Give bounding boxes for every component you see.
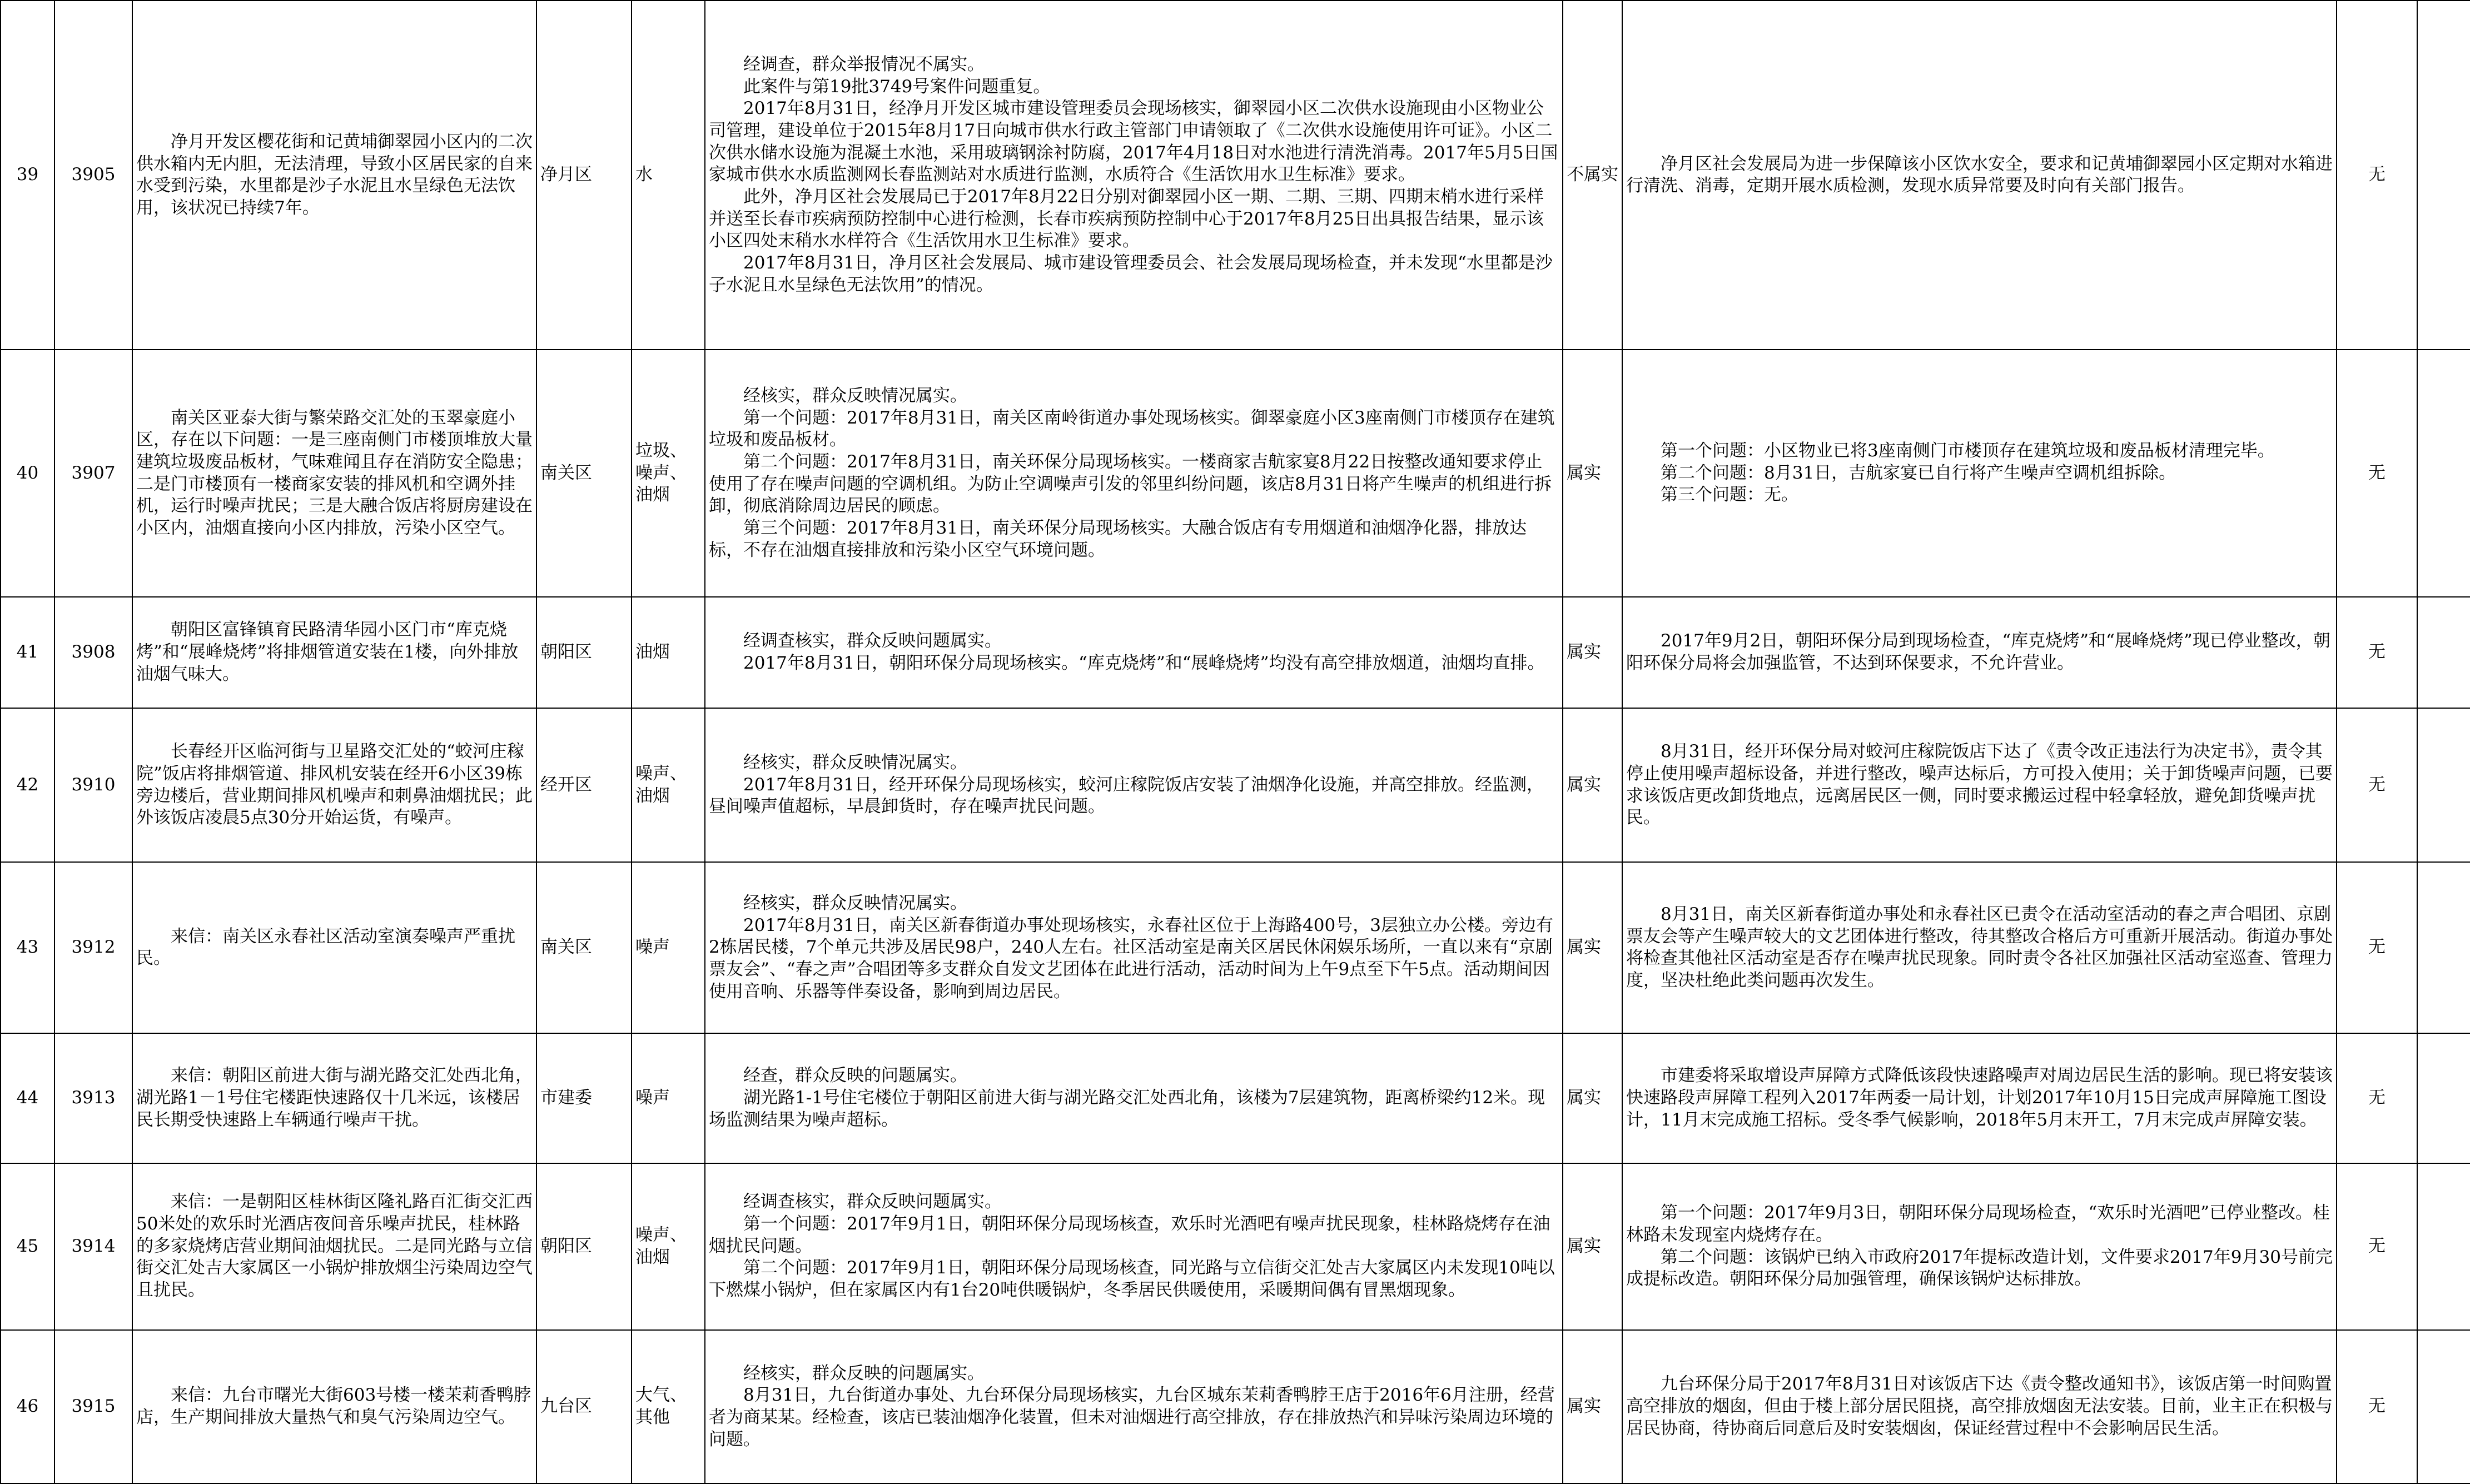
pollution-type-cell: 垃圾、噪声、油烟 (632, 350, 705, 596)
actions-cell-paragraph: 2017年9月2日，朝阳环保分局到现场检查，“库克烧烤”和“展峰烧烤”现已停业整改，朝阳环保分局将会加强监管，不达到环保要求，不允许营业。 (1626, 631, 2330, 673)
findings-cell-paragraph: 第一个问题：2017年9月1日，朝阳环保分局现场核查，欢乐时光酒吧有噪声扰民现象，桂林路烧烤存在油烟扰民问题。 (709, 1214, 1550, 1256)
row-seq-cell: 42 (1, 708, 54, 862)
case-number-cell: 3908 (54, 597, 132, 708)
complaint-cell (132, 1330, 536, 1483)
complaint-text: 来信：一是朝阳区桂林街区隆礼路百汇街交汇西50米处的欢乐时光酒店夜间音乐噪声扰民，桂林路的多家烧烤店营业期间油烟扰民。二是同光路与立信街交汇处吉大家属区一小锅炉排放烟尘污染周边空气且扰民。 (136, 1192, 533, 1301)
complaint-text: 南关区亚泰大街与繁荣路交汇处的玉翠豪庭小区，存在以下问题：一是三座南侧门市楼顶堆放大量建筑垃圾废品板材，气味难闻且存在消防安全隐患；二是门市楼顶有一楼商家安装的排风机和空调外挂机，运行时噪声扰民；三是大融合饭店将厨房建设在小区内，油烟直接向小区内排放，污染小区空气。 (136, 407, 533, 538)
remark-cell (2417, 1330, 2470, 1483)
findings-cell-paragraph: 湖光路1-1号住宅楼位于朝阳区前进大街与湖光路交汇处西北角，该楼为7层建筑物，距离桥梁约12米。现场监测结果为噪声超标。 (709, 1088, 1545, 1130)
row-seq-cell: 41 (1, 597, 54, 708)
actions-cell-paragraph: 第二个问题：8月31日，吉航家宴已自行将产生噪声空调机组拆除。 (1661, 462, 2176, 483)
accountability-cell: 无 (2337, 1, 2417, 350)
row-seq-cell: 40 (1, 350, 54, 596)
accountability-cell: 无 (2337, 1163, 2417, 1330)
findings-cell-paragraph: 2017年8月31日，南关区新春街道办事处现场核实，永春社区位于上海路400号，3层独立办公楼。旁边有2栋居民楼，7个单元共涉及居民98户，240人左右。社区活动室是南关区居民休闲娱乐场所，一直以来有“京剧票友会”、“春之声”合唱团等多支群众自发文艺团体在此进行活动，活动时间为上午9点至下午5点。活动期间因使用音响、乐器等伴奏设备，影响到周边居民。 (709, 915, 1553, 1002)
findings-cell (705, 1, 1563, 350)
actions-cell (1622, 862, 2337, 1033)
table-row (1, 1330, 2470, 1483)
complaint-cell (132, 708, 536, 862)
pollution-type-cell: 油烟 (632, 597, 705, 708)
district-cell: 南关区 (536, 350, 632, 596)
actions-cell (1622, 597, 2337, 708)
row-seq-cell: 39 (1, 1, 54, 350)
complaint-cell (132, 1033, 536, 1163)
verdict-cell: 属实 (1563, 708, 1622, 862)
district-cell: 朝阳区 (536, 1163, 632, 1330)
complaint-cell (132, 1, 536, 350)
remark-cell (2417, 862, 2470, 1033)
findings-cell (705, 708, 1563, 862)
findings-cell-paragraph: 经调查核实，群众反映问题属实。 (743, 631, 1002, 651)
table-row (1, 1033, 2470, 1163)
verdict-cell: 属实 (1563, 1330, 1622, 1483)
actions-cell (1622, 708, 2337, 862)
actions-cell-paragraph: 8月31日，南关区新春街道办事处和永春社区已责令在活动室活动的春之声合唱团、京剧票友会等产生噪声较大的文艺团体进行整改，待其整改合格后方可重新开展活动。街道办事处将检查其他社区活动室是否存在噪声扰民现象。同时责令各社区加强社区活动室巡查、管理力度，坚决杜绝此类问题再次发生。 (1626, 904, 2333, 990)
actions-cell-paragraph: 第一个问题：2017年9月3日，朝阳环保分局现场检查，“欢乐时光酒吧”已停业整改。桂林路未发现室内烧烤存在。 (1626, 1203, 2330, 1245)
actions-cell-paragraph: 市建委将采取增设声屏障方式降低该段快速路噪声对周边居民生活的影响。现已将安装该快速路段声屏障工程列入2017年两委一局计划，计划2017年10月15日完成声屏障施工图设计，11月末完成施工招标。受冬季气候影响，2018年5月末开工，7月末完成声屏障安装。 (1626, 1065, 2333, 1130)
case-number-cell: 3914 (54, 1163, 132, 1330)
findings-cell-paragraph: 此案件与第19批3749号案件问题重复。 (743, 76, 1051, 97)
actions-cell (1622, 1033, 2337, 1163)
findings-cell-paragraph: 经查，群众反映的问题属实。 (743, 1065, 967, 1086)
verdict-cell: 属实 (1563, 862, 1622, 1033)
findings-cell-paragraph: 经核实，群众反映情况属实。 (743, 385, 967, 406)
actions-cell-paragraph: 8月31日，经开环保分局对蛟河庄稼院饭店下达了《责令改正违法行为决定书》，责令其停止使用噪声超标设备，并进行整改，噪声达标后，方可投入使用；关于卸货噪声问题，已要求该饭店更改卸货地点，远离居民区一侧，同时要求搬运过程中轻拿轻放，避免卸货噪声扰民。 (1626, 741, 2333, 828)
complaint-text: 净月开发区樱花街和记黄埔御翠园小区内的二次供水箱内无内胆，无法清理，导致小区居民家的自来水受到污染，水里都是沙子水泥且水呈绿色无法饮用，该状况已持续7年。 (136, 131, 533, 218)
verdict-cell: 属实 (1563, 350, 1622, 596)
complaint-text: 来信：九台市曙光大街603号楼一楼茉莉香鸭脖店，生产期间排放大量热气和臭气污染周边空气。 (136, 1385, 531, 1427)
table-row (1, 862, 2470, 1033)
complaint-text: 来信：朝阳区前进大街与湖光路交汇处西北角，湖光路1－1号住宅楼距快速路仅十几米远，该楼居民长期受快速路上车辆通行噪声干扰。 (136, 1065, 533, 1130)
actions-cell (1622, 1163, 2337, 1330)
case-number-cell: 3905 (54, 1, 132, 350)
findings-cell-paragraph: 此外，净月区社会发展局已于2017年8月22日分别对御翠园小区一期、二期、三期、四期末梢水进行采样并送至长春市疾病预防控制中心进行检测，长春市疾病预防控制中心于2017年8月25日出具报告结果，显示该小区四处末稍水水样符合《生活饮用水卫生标准》要求。 (709, 187, 1544, 251)
pollution-type-cell: 噪声、油烟 (632, 1163, 705, 1330)
accountability-cell: 无 (2337, 1330, 2417, 1483)
row-seq-cell: 43 (1, 862, 54, 1033)
actions-cell-paragraph: 第一个问题：小区物业已将3座南侧门市楼顶存在建筑垃圾和废品板材清理完毕。 (1661, 441, 2275, 461)
complaint-cell (132, 1163, 536, 1330)
case-number-cell: 3910 (54, 708, 132, 862)
verdict-cell: 属实 (1563, 597, 1622, 708)
actions-cell (1622, 1, 2337, 350)
pollution-type-cell: 噪声 (632, 1033, 705, 1163)
remark-cell (2417, 708, 2470, 862)
verdict-cell: 不属实 (1563, 1, 1622, 350)
complaint-text: 长春经开区临河街与卫星路交汇处的“蛟河庄稼院”饭店将排烟管道、排风机安装在经开6小区39栋旁边楼后，营业期间排风机噪声和刺鼻油烟扰民；此外该饭店凌晨5点30分开始运货，有噪声。 (136, 741, 533, 828)
findings-cell-paragraph: 8月31日，九台街道办事处、九台环保分局现场核实，九台区城东茉莉香鸭脖王店于2016年6月注册，经营者为商某某。经检查，该店已装油烟净化装置，但未对油烟进行高空排放，存在排放热汽和异味污染周边环境的问题。 (709, 1385, 1555, 1450)
accountability-cell: 无 (2337, 1033, 2417, 1163)
table-row (1, 1163, 2470, 1330)
pollution-type-cell: 噪声 (632, 862, 705, 1033)
findings-cell-paragraph: 经调查，群众举报情况不属实。 (743, 54, 985, 75)
complaint-cell (132, 350, 536, 596)
complaint-cell (132, 862, 536, 1033)
pollution-type-cell: 大气、其他 (632, 1330, 705, 1483)
findings-cell-paragraph: 第三个问题：2017年8月31日，南关环保分局现场核实。大融合饭店有专用烟道和油烟净化器，排放达标，不存在油烟直接排放和污染小区空气环境问题。 (709, 517, 1527, 560)
pollution-type-cell: 水 (632, 1, 705, 350)
remark-cell (2417, 350, 2470, 596)
findings-cell-paragraph: 2017年8月31日，净月区社会发展局、城市建设管理委员会、社会发展局现场检查，并未发现“水里都是沙子水泥且水呈绿色无法饮用”的情况。 (709, 253, 1553, 295)
complaint-text: 来信：南关区永春社区活动室演奏噪声严重扰民。 (136, 926, 515, 969)
complaint-text: 朝阳区富锋镇育民路清华园小区门市“库克烧烤”和“展峰烧烤”将排烟管道安装在1楼，向外排放油烟气味大。 (136, 620, 519, 684)
remark-cell (2417, 1163, 2470, 1330)
accountability-cell: 无 (2337, 862, 2417, 1033)
row-seq-cell: 44 (1, 1033, 54, 1163)
remark-cell (2417, 1033, 2470, 1163)
findings-cell-paragraph: 经核实，群众反映的问题属实。 (743, 1363, 985, 1383)
actions-cell-paragraph: 第二个问题：该锅炉已纳入市政府2017年提标改造计划，文件要求2017年9月30号前完成提标改造。朝阳环保分局加强管理，确保该锅炉达标排放。 (1626, 1247, 2333, 1289)
district-cell: 朝阳区 (536, 597, 632, 708)
row-seq-cell: 46 (1, 1330, 54, 1483)
verdict-cell: 属实 (1563, 1033, 1622, 1163)
findings-cell-paragraph: 2017年8月31日，朝阳环保分局现场核实。“库克烧烤”和“展峰烧烤”均没有高空排放烟道，油烟均直排。 (743, 653, 1545, 673)
findings-cell (705, 1330, 1563, 1483)
findings-cell (705, 1033, 1563, 1163)
district-cell: 经开区 (536, 708, 632, 862)
table-row (1, 350, 2470, 596)
findings-cell-paragraph: 经调查核实，群众反映问题属实。 (743, 1192, 1002, 1212)
findings-cell-paragraph: 第一个问题：2017年8月31日，南关区南岭街道办事处现场核实。御翠豪庭小区3座南侧门市楼顶存在建筑垃圾和废品板材。 (709, 407, 1555, 450)
complaint-cell (132, 597, 536, 708)
accountability-cell: 无 (2337, 350, 2417, 596)
actions-cell-paragraph: 第三个问题：无。 (1661, 485, 1798, 505)
findings-cell-paragraph: 经核实，群众反映情况属实。 (743, 893, 967, 914)
district-cell: 九台区 (536, 1330, 632, 1483)
remark-cell (2417, 1, 2470, 350)
findings-cell (705, 862, 1563, 1033)
findings-cell-paragraph: 2017年8月31日，经净月开发区城市建设管理委员会现场核实，御翠园小区二次供水设施现由小区物业公司管理，建设单位于2015年8月17日向城市供水行政主管部门申请领取了《二次供水设施使用许可证》。小区二次供水储水设施为混凝土水池，采用玻璃钢涂衬防腐，2017年4月18日对水池进行清洗消毒。2017年5月5日国家城市供水水质监测网长春监测站对水质进行监测，水质符合《生活饮用水卫生标准》要求。 (709, 98, 1558, 185)
district-cell: 南关区 (536, 862, 632, 1033)
table-body (1, 1, 2470, 1483)
actions-cell (1622, 350, 2337, 596)
findings-cell-paragraph: 经核实，群众反映情况属实。 (743, 753, 967, 773)
case-number-cell: 3915 (54, 1330, 132, 1483)
findings-cell (705, 597, 1563, 708)
accountability-cell: 无 (2337, 708, 2417, 862)
accountability-cell: 无 (2337, 597, 2417, 708)
district-cell: 净月区 (536, 1, 632, 350)
verdict-cell: 属实 (1563, 1163, 1622, 1330)
actions-cell (1622, 1330, 2337, 1483)
table-row (1, 708, 2470, 862)
case-number-cell: 3912 (54, 862, 132, 1033)
actions-cell-paragraph: 九台环保分局于2017年8月31日对该饭店下达《责令整改通知书》，该饭店第一时间购置高空排放的烟囱，但由于楼上部分居民阻挠，高空排放烟囱无法安装。目前，业主正在积极与居民协商，待协商后同意后及时安装烟囱，保证经营过程中不会影响居民生活。 (1626, 1374, 2333, 1438)
actions-cell-paragraph: 净月区社会发展局为进一步保障该小区饮水安全，要求和记黄埔御翠园小区定期对水箱进行清洗、消毒，定期开展水质检测，发现水质异常要及时向有关部门报告。 (1626, 153, 2333, 196)
findings-cell-paragraph: 第二个问题：2017年9月1日，朝阳环保分局现场核查，同光路与立信街交汇处吉大家属区内未发现10吨以下燃煤小锅炉，但在家属区内有1台20吨供暖锅炉，冬季居民供暖使用，采暖期间偶有冒黑烟现象。 (709, 1258, 1555, 1301)
findings-cell (705, 1163, 1563, 1330)
findings-cell-paragraph: 第二个问题：2017年8月31日，南关环保分局现场核实。一楼商家吉航家宴8月22日按整改通知要求停止使用了存在噪声问题的空调机组。为防止空调噪声引发的邻里纠纷问题，该店8月31日将产生噪声的机组进行拆卸，彻底消除周边居民的顾虑。 (709, 451, 1552, 516)
case-number-cell: 3907 (54, 350, 132, 596)
findings-cell-paragraph: 2017年8月31日，经开环保分局现场核实，蛟河庄稼院饭店安装了油烟净化设施，并高空排放。经监测，昼间噪声值超标，早晨卸货时，存在噪声扰民问题。 (709, 774, 1544, 817)
table-row (1, 1, 2470, 350)
remark-cell (2417, 597, 2470, 708)
district-cell: 市建委 (536, 1033, 632, 1163)
table-row (1, 597, 2470, 708)
row-seq-cell: 45 (1, 1163, 54, 1330)
case-number-cell: 3913 (54, 1033, 132, 1163)
pollution-type-cell: 噪声、油烟 (632, 708, 705, 862)
findings-cell (705, 350, 1563, 596)
